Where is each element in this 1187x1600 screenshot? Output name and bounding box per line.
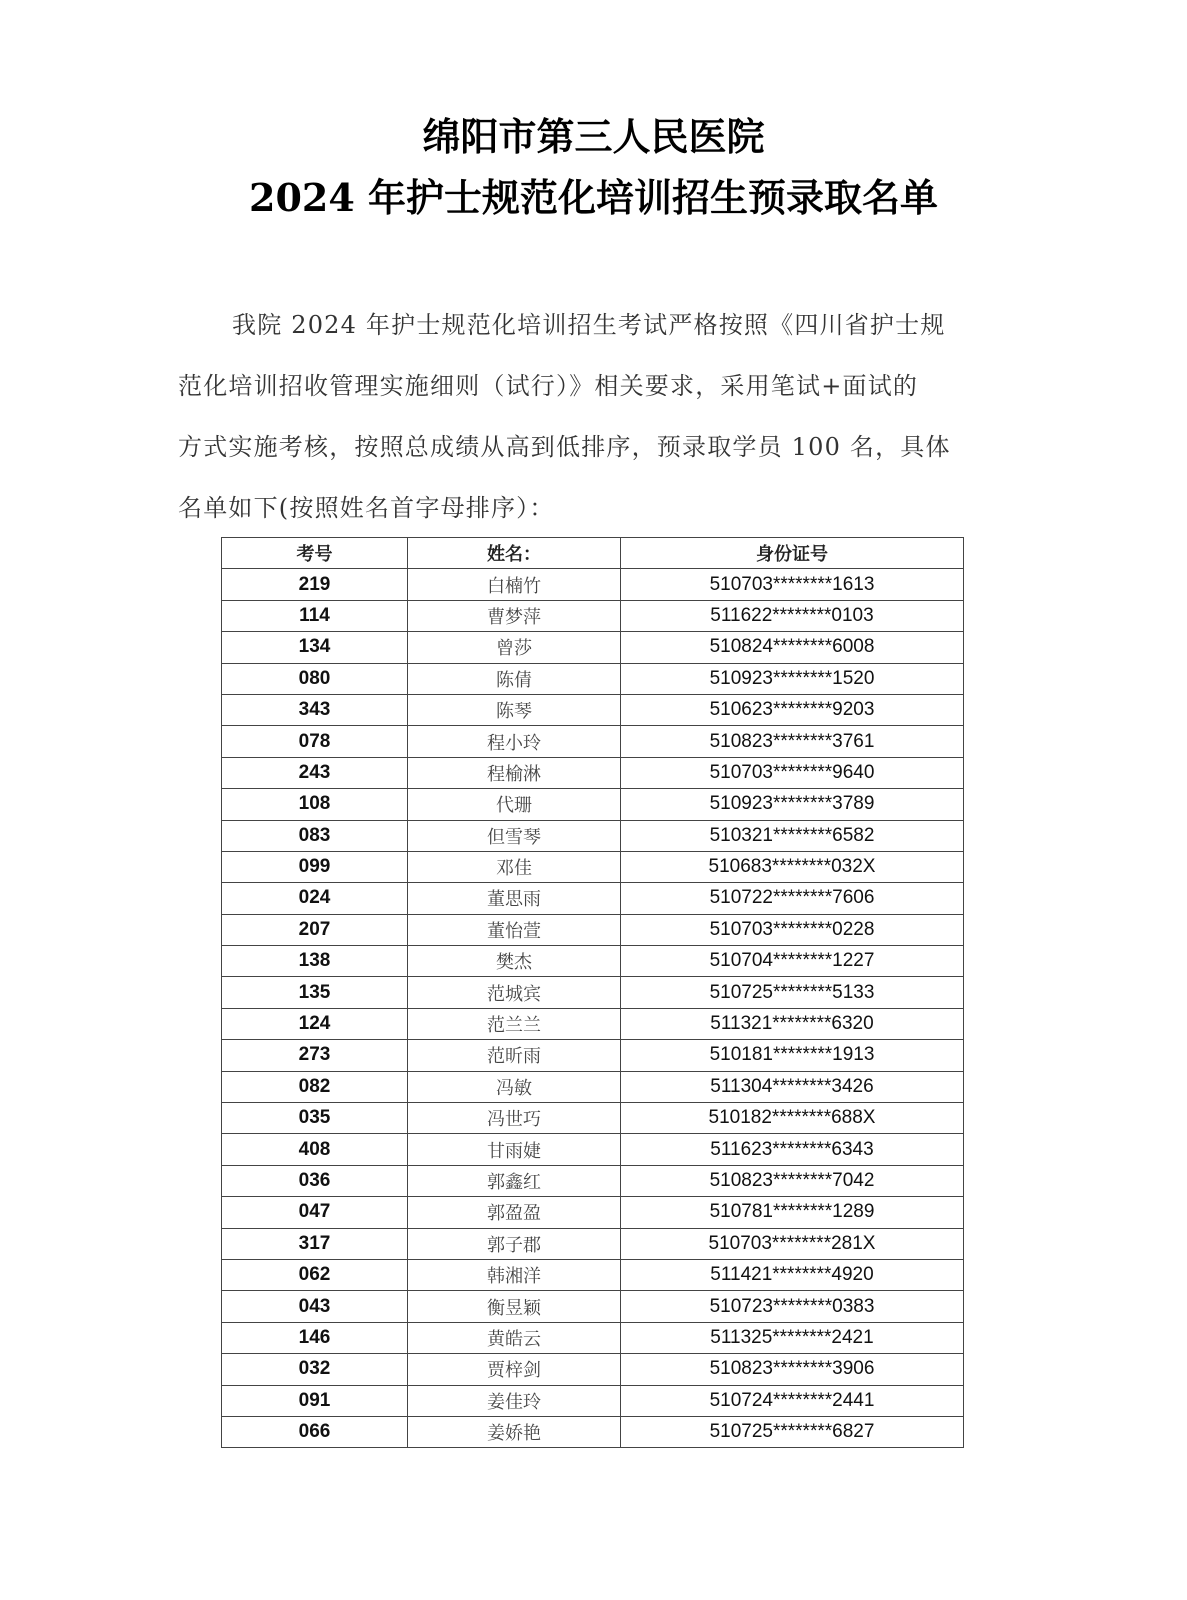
name-cell: 冯敏 <box>408 1071 621 1102</box>
table-row <box>222 569 964 600</box>
id-no-cell: 511623********6343 <box>621 1134 964 1165</box>
table-row <box>222 1354 964 1385</box>
name-cell: 程小玲 <box>408 726 621 757</box>
name-cell: 董怡萱 <box>408 914 621 945</box>
exam-no-cell: 099 <box>222 851 408 882</box>
name-cell: 贾梓剑 <box>408 1354 621 1385</box>
header-id-no: 身份证号 <box>621 538 964 569</box>
exam-no-cell: 078 <box>222 726 408 757</box>
exam-no-cell: 273 <box>222 1040 408 1071</box>
table-row <box>222 977 964 1008</box>
id-no-cell: 510823********3906 <box>621 1354 964 1385</box>
name-cell: 甘雨婕 <box>408 1134 621 1165</box>
id-no-cell: 510823********3761 <box>621 726 964 757</box>
paragraph-line: 方式实施考核，按照总成绩从高到低排序，预录取学员 100 名，具体 <box>178 433 951 461</box>
name-cell: 衡昱颖 <box>408 1291 621 1322</box>
exam-no-cell: 124 <box>222 1008 408 1039</box>
name-cell: 曾莎 <box>408 632 621 663</box>
name-cell: 樊杰 <box>408 946 621 977</box>
name-cell: 范兰兰 <box>408 1008 621 1039</box>
id-no-cell: 510623********9203 <box>621 694 964 725</box>
table-row <box>222 1259 964 1290</box>
name-cell: 姜佳玲 <box>408 1385 621 1416</box>
id-no-cell: 510824********6008 <box>621 632 964 663</box>
table-row <box>222 883 964 914</box>
table-row <box>222 1416 964 1447</box>
name-cell: 陈琴 <box>408 694 621 725</box>
table-row <box>222 1103 964 1134</box>
id-no-cell: 510321********6582 <box>621 820 964 851</box>
header-name: 姓名： <box>408 538 621 569</box>
id-no-cell: 510703********0228 <box>621 914 964 945</box>
exam-no-cell: 043 <box>222 1291 408 1322</box>
exam-no-cell: 083 <box>222 820 408 851</box>
table-row <box>222 1134 964 1165</box>
table-row <box>222 914 964 945</box>
exam-no-cell: 343 <box>222 694 408 725</box>
id-no-cell: 510722********7606 <box>621 883 964 914</box>
name-cell: 郭盈盈 <box>408 1197 621 1228</box>
name-cell: 代珊 <box>408 789 621 820</box>
table-row <box>222 600 964 631</box>
table-row <box>222 1008 964 1039</box>
exam-no-cell: 219 <box>222 569 408 600</box>
id-no-cell: 510923********1520 <box>621 663 964 694</box>
intro-paragraph <box>178 300 990 544</box>
exam-no-cell: 146 <box>222 1322 408 1353</box>
table-row <box>222 820 964 851</box>
id-no-cell: 510703********1613 <box>621 569 964 600</box>
exam-no-cell: 080 <box>222 663 408 694</box>
exam-no-cell: 036 <box>222 1165 408 1196</box>
id-no-cell: 510923********3789 <box>621 789 964 820</box>
name-cell: 陈倩 <box>408 663 621 694</box>
exam-no-cell: 035 <box>222 1103 408 1134</box>
exam-no-cell: 207 <box>222 914 408 945</box>
id-no-cell: 511622********0103 <box>621 600 964 631</box>
id-no-cell: 510723********0383 <box>621 1291 964 1322</box>
id-no-cell: 511325********2421 <box>621 1322 964 1353</box>
exam-no-cell: 408 <box>222 1134 408 1165</box>
name-cell: 范昕雨 <box>408 1040 621 1071</box>
name-cell: 程榆淋 <box>408 757 621 788</box>
name-cell: 郭子郡 <box>408 1228 621 1259</box>
name-cell: 冯世巧 <box>408 1103 621 1134</box>
exam-no-cell: 062 <box>222 1259 408 1290</box>
document-title-list: 2024 年护士规范化培训招生预录取名单 <box>249 175 938 220</box>
id-no-cell: 510725********5133 <box>621 977 964 1008</box>
table-row <box>222 663 964 694</box>
admission-roster-table <box>221 537 964 1448</box>
table-row <box>222 789 964 820</box>
id-no-cell: 510683********032X <box>621 851 964 882</box>
name-cell: 姜娇艳 <box>408 1416 621 1447</box>
exam-no-cell: 024 <box>222 883 408 914</box>
exam-no-cell: 066 <box>222 1416 408 1447</box>
exam-no-cell: 032 <box>222 1354 408 1385</box>
exam-no-cell: 108 <box>222 789 408 820</box>
name-cell: 但雪琴 <box>408 820 621 851</box>
table-row <box>222 1385 964 1416</box>
exam-no-cell: 317 <box>222 1228 408 1259</box>
table-row <box>222 1322 964 1353</box>
name-cell: 郭鑫红 <box>408 1165 621 1196</box>
id-no-cell: 511321********6320 <box>621 1008 964 1039</box>
table-row <box>222 726 964 757</box>
exam-no-cell: 114 <box>222 600 408 631</box>
exam-no-cell: 047 <box>222 1197 408 1228</box>
name-cell: 邓佳 <box>408 851 621 882</box>
exam-no-cell: 135 <box>222 977 408 1008</box>
table-row <box>222 1291 964 1322</box>
exam-no-cell: 243 <box>222 757 408 788</box>
table-row <box>222 1228 964 1259</box>
table-header-row <box>222 538 964 569</box>
id-no-cell: 511304********3426 <box>621 1071 964 1102</box>
exam-no-cell: 134 <box>222 632 408 663</box>
table-row <box>222 851 964 882</box>
name-cell: 曹梦萍 <box>408 600 621 631</box>
paragraph-line: 我院 2024 年护士规范化培训招生考试严格按照《四川省护士规 <box>232 311 946 339</box>
id-no-cell: 510725********6827 <box>621 1416 964 1447</box>
exam-no-cell: 138 <box>222 946 408 977</box>
id-no-cell: 510182********688X <box>621 1103 964 1134</box>
name-cell: 黄皓云 <box>408 1322 621 1353</box>
id-no-cell: 510724********2441 <box>621 1385 964 1416</box>
id-no-cell: 510703********9640 <box>621 757 964 788</box>
table-row <box>222 1165 964 1196</box>
id-no-cell: 510703********281X <box>621 1228 964 1259</box>
name-cell: 韩湘洋 <box>408 1259 621 1290</box>
id-no-cell: 510781********1289 <box>621 1197 964 1228</box>
id-no-cell: 510704********1227 <box>621 946 964 977</box>
name-cell: 白楠竹 <box>408 569 621 600</box>
id-no-cell: 510181********1913 <box>621 1040 964 1071</box>
table-row <box>222 757 964 788</box>
table-row <box>222 1071 964 1102</box>
table-row <box>222 694 964 725</box>
id-no-cell: 510823********7042 <box>621 1165 964 1196</box>
exam-no-cell: 082 <box>222 1071 408 1102</box>
paragraph-line: 名单如下(按照姓名首字母排序）： <box>178 494 555 522</box>
exam-no-cell: 091 <box>222 1385 408 1416</box>
paragraph-line: 范化培训招收管理实施细则（试行）》相关要求，采用笔试+面试的 <box>178 372 919 400</box>
table-row <box>222 946 964 977</box>
document-title-hospital: 绵阳市第三人民医院 <box>422 114 765 159</box>
name-cell: 董思雨 <box>408 883 621 914</box>
table-row <box>222 1040 964 1071</box>
name-cell: 范城宾 <box>408 977 621 1008</box>
id-no-cell: 511421********4920 <box>621 1259 964 1290</box>
table-row <box>222 632 964 663</box>
header-exam-no: 考号 <box>222 538 408 569</box>
table-row <box>222 1197 964 1228</box>
